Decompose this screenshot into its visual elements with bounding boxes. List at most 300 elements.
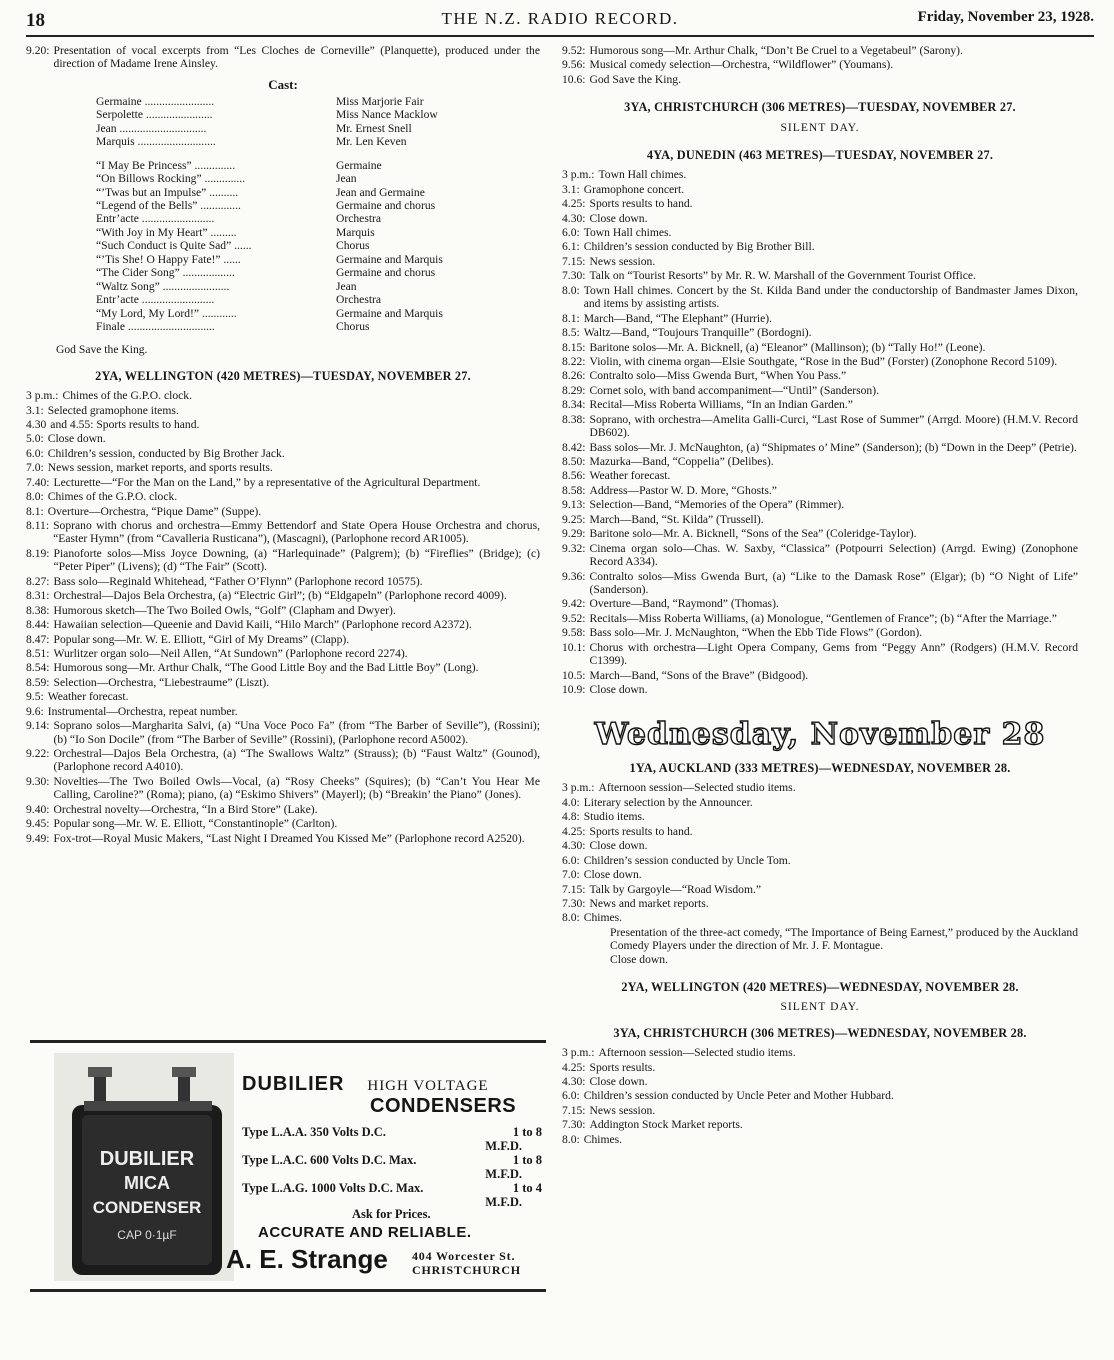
text: Children’s session conducted by Uncle Peter and Mother Hubbard. bbox=[583, 1089, 894, 1103]
silent-day-2ya: SILENT DAY. bbox=[780, 1000, 860, 1014]
time: 9.6: bbox=[26, 704, 44, 718]
time: 9.22: bbox=[26, 747, 50, 761]
program-item bbox=[562, 669, 1078, 682]
program-item bbox=[562, 1046, 1078, 1059]
time: 8.56: bbox=[562, 469, 586, 483]
text: Orchestral—Dajos Bela Orchestra, (a) “Electric Girl”; (b) “Eldgapeln” (Parlophone record 4009). bbox=[53, 589, 507, 603]
close-down-note: Close down. bbox=[610, 952, 668, 966]
text: News and market reports. bbox=[589, 896, 709, 910]
song-row-title: “Legend of the Bells” .............. bbox=[96, 199, 241, 213]
cast-row bbox=[96, 95, 516, 108]
time: 9.13: bbox=[562, 498, 586, 512]
text: Literary selection by the Announcer. bbox=[583, 795, 753, 809]
text: Orchestral—Dajos Bela Orchestra, (a) “The Swallows Waltz” (Strauss); (b) “Faust Waltz” (Gounod), (Parlophone record A4010). bbox=[53, 747, 540, 774]
text: Sports results to hand. bbox=[589, 197, 693, 211]
god-save-line: God Save the King. bbox=[56, 343, 148, 357]
day-heading: Wednesday, November 28 bbox=[594, 717, 1046, 753]
ad-type-list bbox=[242, 1125, 542, 1209]
text: Children’s session conducted by Big Brother Bill. bbox=[583, 240, 815, 254]
program-item bbox=[26, 747, 540, 774]
time: 7.30: bbox=[562, 269, 586, 283]
ad-condensers: CONDENSERS bbox=[370, 1095, 517, 1117]
program-item bbox=[562, 240, 1078, 253]
program-item bbox=[26, 803, 540, 816]
song-row-title: “My Lord, My Lord!” ............ bbox=[96, 306, 237, 320]
text: Town Hall chimes. bbox=[598, 168, 687, 182]
time: 8.0: bbox=[562, 283, 580, 297]
program-item bbox=[26, 476, 540, 489]
time: 8.59: bbox=[26, 675, 50, 689]
program-item bbox=[562, 384, 1078, 397]
time: 9.25: bbox=[562, 512, 586, 526]
presentation-note: Presentation of the three-act comedy, “The Importance of Being Earnest,” produced by the Auckland Comedy Players under the direction of Mr. J. F. Montague. bbox=[610, 925, 1078, 953]
ad-type-unit: M.F.D. bbox=[485, 1167, 522, 1181]
song-row-title: “Such Conduct is Quite Sad” ...... bbox=[96, 239, 252, 253]
text: Overture—Band, “Raymond” (Thomas). bbox=[589, 597, 779, 611]
ad-type-row bbox=[242, 1181, 542, 1195]
time: 7.15: bbox=[562, 1103, 586, 1117]
song-row-title: “’Twas but an Impulse” .......... bbox=[96, 185, 239, 199]
ad-headline bbox=[242, 1073, 489, 1096]
text: Close down. bbox=[583, 868, 642, 882]
time: 7.30: bbox=[562, 1118, 586, 1132]
station-heading-4ya: 4YA, DUNEDIN (463 METRES)—TUESDAY, NOVEMBER 27. bbox=[646, 148, 994, 162]
time: 10.6: bbox=[562, 72, 586, 86]
program-item bbox=[562, 1118, 1078, 1131]
cast-row-role: Germaine ........................ bbox=[96, 94, 215, 108]
time: 8.11: bbox=[26, 519, 50, 533]
ad-type-unit: M.F.D. bbox=[485, 1195, 522, 1209]
time: 10.9: bbox=[562, 683, 586, 696]
song-row bbox=[96, 212, 516, 225]
program-item bbox=[562, 897, 1078, 910]
text: Instrumental—Orchestra, repeat number. bbox=[47, 704, 238, 718]
header-rule bbox=[26, 35, 1094, 37]
program-item bbox=[562, 226, 1078, 239]
time: 4.0: bbox=[562, 795, 580, 809]
program-item bbox=[26, 547, 540, 574]
time: 8.50: bbox=[562, 455, 586, 468]
program-item bbox=[562, 44, 1078, 57]
program-item bbox=[562, 413, 1078, 440]
text: Talk on “Tourist Resorts” by Mr. R. W. Marshall of the Government Tourist Office. bbox=[589, 269, 976, 283]
masthead bbox=[26, 6, 1094, 38]
time: 8.19: bbox=[26, 546, 50, 560]
issue-date: Friday, November 23, 1928. bbox=[917, 9, 1094, 25]
text: Orchestral novelty—Orchestra, “In a Bird Store” (Lake). bbox=[53, 802, 318, 816]
song-row-by: Chorus bbox=[336, 239, 370, 253]
cast-row-role: Jean .............................. bbox=[96, 121, 207, 135]
text: Chorus with orchestra—Light Opera Company, Gems from “Peggy Ann” (Rodgers) (H.M.V. Record C1399). bbox=[589, 640, 1078, 668]
ad-address bbox=[412, 1249, 521, 1278]
time: 8.1: bbox=[562, 311, 580, 325]
song-row bbox=[96, 239, 516, 252]
ad-company: A. E. Strange bbox=[226, 1244, 388, 1274]
program-item bbox=[26, 604, 540, 617]
text: Humorous song—Mr. Arthur Chalk, “Don’t Be Cruel to a Vegetabeul” (Sarony). bbox=[589, 44, 963, 57]
ad-ask-prices: Ask for Prices. bbox=[352, 1207, 431, 1221]
program-item bbox=[562, 441, 1078, 454]
text: Town Hall chimes. bbox=[583, 226, 672, 239]
ad-tagline: ACCURATE AND RELIABLE. bbox=[258, 1224, 472, 1241]
time: 4.25: bbox=[562, 824, 586, 838]
station-heading-2ya: 2YA, WELLINGTON (420 METRES)—TUESDAY, NOVEMBER 27. bbox=[95, 368, 471, 383]
silent-day-3ya: SILENT DAY. bbox=[780, 120, 860, 134]
program-item bbox=[562, 796, 1078, 809]
text: Studio items. bbox=[583, 810, 645, 824]
ad-type-row bbox=[242, 1125, 542, 1139]
song-row bbox=[96, 280, 516, 293]
program-item bbox=[562, 369, 1078, 382]
program-item bbox=[562, 1104, 1078, 1117]
program-item bbox=[562, 398, 1078, 411]
program-item bbox=[26, 633, 540, 646]
station-heading-2ya-wed: 2YA, WELLINGTON (420 METRES)—WEDNESDAY, NOVEMBER 28. bbox=[621, 980, 1019, 995]
text: Musical comedy selection—Orchestra, “Wildflower” (Youmans). bbox=[589, 58, 894, 72]
time: 9.29: bbox=[562, 527, 586, 541]
program-item bbox=[562, 498, 1078, 511]
song-list bbox=[96, 159, 516, 334]
program-list-4ya bbox=[562, 168, 1078, 696]
time: 7.0: bbox=[26, 461, 44, 475]
time: 5.0: bbox=[26, 432, 44, 446]
publication-title: THE N.Z. RADIO RECORD. bbox=[441, 9, 679, 28]
ad-type-range: 1 to 8 bbox=[512, 1125, 542, 1139]
time: 3 p.m.: bbox=[562, 781, 595, 795]
song-row bbox=[96, 266, 516, 279]
text: Bass solo—Mr. J. McNaughton, “When the Ebb Tide Flows” (Gordon). bbox=[589, 626, 923, 640]
song-row-by: Germaine and Marquis bbox=[336, 252, 443, 266]
song-row bbox=[96, 307, 516, 320]
text: Town Hall chimes. Concert by the St. Kilda Band under the conductorship of Bandmaster James Dixon, and items by assisting artists. bbox=[583, 283, 1078, 311]
time: 8.38: bbox=[562, 412, 586, 426]
text: Mazurka—Band, “Coppelia” (Delibes). bbox=[589, 455, 774, 468]
cast-row-actor: Miss Nance Macklow bbox=[336, 108, 438, 122]
text: Bass solos—Mr. J. McNaughton, (a) “Shipmates o’ Mine” (Sanderson); (b) “Down in the Deep” (Petrie). bbox=[589, 440, 1077, 454]
time: 8.58: bbox=[562, 483, 586, 497]
program-item bbox=[562, 683, 1078, 696]
text: Address—Pastor W. D. More, “Ghosts.” bbox=[589, 483, 777, 497]
song-row-title: “The Cider Song” .................. bbox=[96, 266, 235, 280]
program-item bbox=[562, 854, 1078, 867]
right-column bbox=[562, 44, 1078, 1147]
ad-type-spec: Type L.A.A. 350 Volts D.C. bbox=[242, 1125, 386, 1139]
program-item bbox=[562, 255, 1078, 268]
program-item bbox=[562, 570, 1078, 597]
program-item bbox=[562, 612, 1078, 625]
text: Selection—Orchestra, “Liebestraume” (Liszt). bbox=[53, 675, 270, 689]
time: 6.0: bbox=[562, 226, 580, 239]
time: 3.1: bbox=[562, 182, 580, 196]
text: Cinema organ solo—Chas. W. Saxby, “Classica” (Potpourri Selection) (Arrgd. Ewing) (Zonophone Record A334). bbox=[589, 541, 1078, 569]
text: Close down. bbox=[589, 839, 648, 853]
song-row bbox=[96, 172, 516, 185]
text: Fox-trot—Royal Music Makers, “Last Night I Dreamed You Kissed Me” (Parlophone record A2520). bbox=[53, 831, 525, 845]
time: 8.0: bbox=[562, 1132, 580, 1146]
song-row-by: Orchestra bbox=[336, 293, 382, 307]
program-item bbox=[562, 911, 1078, 924]
program-item bbox=[26, 461, 540, 474]
text: Children’s session, conducted by Big Brother Jack. bbox=[47, 446, 285, 460]
program-item bbox=[562, 73, 1078, 86]
cast-row bbox=[96, 122, 516, 135]
song-row-title: Entr’acte ......................... bbox=[96, 212, 215, 226]
time: 8.31: bbox=[26, 589, 50, 603]
program-item bbox=[26, 661, 540, 674]
text: March—Band, “St. Kilda” (Trussell). bbox=[589, 512, 764, 526]
text: Children’s session conducted by Uncle Tom. bbox=[583, 853, 791, 867]
ad-type-spec: Type L.A.C. 600 Volts D.C. Max. bbox=[242, 1153, 417, 1167]
time: 9.30: bbox=[26, 774, 50, 788]
time: 9.56: bbox=[562, 58, 586, 72]
song-row-by: Chorus bbox=[336, 319, 370, 333]
program-item bbox=[562, 1061, 1078, 1074]
program-item bbox=[562, 825, 1078, 838]
time: 7.0: bbox=[562, 868, 580, 882]
text: and 4.55: Sports results to hand. bbox=[50, 417, 200, 431]
can-label-condenser: CONDENSER bbox=[92, 1198, 202, 1217]
song-row-by: Germaine and Marquis bbox=[336, 306, 443, 320]
text: Cornet solo, with band accompaniment—“Until” (Sanderson). bbox=[589, 383, 879, 397]
text: Humorous sketch—The Two Boiled Owls, “Golf” (Clapham and Dwyer). bbox=[53, 603, 396, 617]
time: 8.0: bbox=[562, 911, 580, 925]
song-row bbox=[96, 159, 516, 172]
can-label-capacity: CAP 0·1µF bbox=[117, 1228, 177, 1242]
station-heading-3ya: 3YA, CHRISTCHURCH (306 METRES)—TUESDAY, NOVEMBER 27. bbox=[624, 100, 1016, 115]
time: 8.1: bbox=[26, 504, 44, 518]
text: Overture—Orchestra, “Pique Dame” (Suppe). bbox=[47, 504, 262, 518]
song-row-by: Germaine and chorus bbox=[336, 266, 436, 280]
text: Soprano with chorus and orchestra—Emmy Bettendorf and State Opera House Orchestra and chorus, “Easter Hymn” (from “Cavalleria Rusticana”), (Mascagni), (Parlophone record AR1005). bbox=[53, 519, 540, 546]
program-item bbox=[26, 705, 540, 718]
text: Weather forecast. bbox=[589, 469, 671, 483]
time: 9.42: bbox=[562, 597, 586, 611]
text: Close down. bbox=[589, 1074, 648, 1088]
ad-type-range: 1 to 4 bbox=[512, 1181, 542, 1195]
time: 8.22: bbox=[562, 354, 586, 368]
program-item bbox=[26, 389, 540, 402]
ad-type-unit: M.F.D. bbox=[485, 1139, 522, 1153]
time: 8.15: bbox=[562, 340, 586, 354]
program-item bbox=[562, 781, 1078, 794]
text: Gramophone concert. bbox=[583, 182, 685, 196]
program-item bbox=[562, 58, 1078, 71]
program-item bbox=[26, 690, 540, 703]
ad-type-range: 1 to 8 bbox=[512, 1153, 542, 1167]
text: Contralto solo—Miss Gwenda Burt, “When You Pass.” bbox=[589, 369, 847, 383]
ad-address-street: 404 Worcester St. bbox=[412, 1249, 516, 1263]
song-row-by: Germaine bbox=[336, 158, 382, 172]
program-item bbox=[562, 868, 1078, 881]
text: Chimes. bbox=[583, 911, 623, 925]
time: 9.20: bbox=[26, 44, 50, 57]
time: 3 p.m.: bbox=[562, 1046, 595, 1060]
program-item bbox=[562, 469, 1078, 482]
time: 7.15: bbox=[562, 254, 586, 268]
time: 8.29: bbox=[562, 383, 586, 397]
program-item bbox=[562, 183, 1078, 196]
time: 4.30: bbox=[562, 1074, 586, 1088]
text: Popular song—Mr. W. E. Elliott, “Girl of My Dreams” (Clapp). bbox=[53, 632, 350, 646]
time: 9.32: bbox=[562, 541, 586, 555]
time: 3 p.m.: bbox=[26, 389, 59, 403]
can-label-dubilier: DUBILIER bbox=[99, 1148, 195, 1170]
program-item bbox=[562, 810, 1078, 823]
song-row-by: Jean and Germaine bbox=[336, 185, 425, 199]
cast-row bbox=[96, 108, 516, 121]
time: 3.1: bbox=[26, 403, 44, 417]
program-item bbox=[562, 641, 1078, 668]
cast-row-actor: Mr. Len Keven bbox=[336, 135, 407, 149]
text: Close down. bbox=[589, 683, 648, 696]
program-list-2ya bbox=[26, 389, 540, 845]
text: March—Band, “Sons of the Brave” (Bidgood). bbox=[589, 668, 809, 682]
song-row-by: Germaine and chorus bbox=[336, 199, 436, 213]
program-item bbox=[26, 775, 540, 802]
ad-high-voltage: HIGH VOLTAGE bbox=[367, 1078, 489, 1094]
page-number: 18 bbox=[26, 10, 45, 31]
dubilier-advertisement bbox=[30, 1040, 546, 1292]
time: 7.40: bbox=[26, 475, 50, 489]
text: Recitals—Miss Roberta Williams, (a) Monologue, “Gentlemen of France”; (b) “After the Marriage.” bbox=[589, 611, 1057, 625]
time: 8.54: bbox=[26, 661, 50, 675]
time: 3 p.m.: bbox=[562, 168, 595, 182]
song-row-by: Jean bbox=[336, 279, 357, 293]
song-row-title: “’Tis She! O Happy Fate!” ...... bbox=[96, 252, 241, 266]
time: 8.51: bbox=[26, 646, 50, 660]
ad-type-spec: Type L.A.G. 1000 Volts D.C. Max. bbox=[242, 1181, 424, 1195]
time: 4.25: bbox=[562, 197, 586, 211]
program-item bbox=[562, 455, 1078, 468]
time: 9.52: bbox=[562, 44, 586, 57]
cast-heading: Cast: bbox=[268, 76, 298, 92]
program-item bbox=[26, 404, 540, 417]
time: 9.14: bbox=[26, 719, 50, 733]
time: 8.47: bbox=[26, 632, 50, 646]
program-item bbox=[562, 1075, 1078, 1088]
text: Presentation of vocal excerpts from “Les Cloches de Corneville” (Planquette), produced under the direction of Madame Irene Ainsley. bbox=[53, 44, 540, 71]
program-item bbox=[26, 618, 540, 631]
time: 8.26: bbox=[562, 369, 586, 383]
song-row bbox=[96, 199, 516, 212]
text: News session. bbox=[589, 1103, 656, 1117]
text: Humorous song—Mr. Arthur Chalk, “The Good Little Boy and the Bad Little Boy” (Long). bbox=[53, 661, 479, 675]
program-item bbox=[562, 513, 1078, 526]
program-item bbox=[562, 341, 1078, 354]
text: Violin, with cinema organ—Elsie Southgate, “Rose in the Bud” (Forster) (Zonophone Record 5109). bbox=[589, 354, 1058, 368]
song-row bbox=[96, 253, 516, 266]
text: Recital—Miss Roberta Williams, “In an Indian Garden.” bbox=[589, 398, 853, 412]
program-item bbox=[562, 597, 1078, 610]
time: 7.15: bbox=[562, 882, 586, 896]
program-item bbox=[562, 284, 1078, 311]
time: 9.40: bbox=[26, 802, 50, 816]
text: God Save the King. bbox=[589, 72, 681, 86]
time: 8.42: bbox=[562, 440, 586, 454]
time: 10.1: bbox=[562, 640, 586, 654]
program-item bbox=[562, 542, 1078, 569]
time: 9.36: bbox=[562, 569, 586, 583]
song-row bbox=[96, 186, 516, 199]
text: Close down. bbox=[589, 211, 648, 225]
song-row-title: “Waltz Song” ....................... bbox=[96, 279, 230, 293]
time: 4.30 bbox=[26, 417, 47, 431]
time: 6.0: bbox=[26, 446, 44, 460]
program-item bbox=[26, 432, 540, 445]
text: Waltz—Band, “Toujours Tranquille” (Bordogni). bbox=[583, 326, 812, 340]
text: Hawaiian selection—Queenie and David Kaili, “Hilo March” (Parlophone record A2372). bbox=[53, 618, 472, 632]
program-item bbox=[26, 719, 540, 746]
program-item bbox=[562, 168, 1078, 181]
text: Sports results to hand. bbox=[589, 824, 693, 838]
time: 4.25: bbox=[562, 1060, 586, 1074]
condenser-illustration bbox=[54, 1053, 234, 1281]
text: Soprano, with orchestra—Amelita Galli-Curci, “Last Rose of Summer” (Arrgd. Moore) (H.M.V. Record DB602). bbox=[589, 412, 1078, 440]
text: Baritone solos—Mr. A. Bicknell, (a) “Eleanor” (Mallinson); (b) “Tally Ho!” (Leone). bbox=[589, 340, 986, 354]
text: Chimes. bbox=[583, 1132, 623, 1146]
song-row bbox=[96, 226, 516, 239]
program-item bbox=[26, 575, 540, 588]
song-row bbox=[96, 293, 516, 306]
station-heading-1ya: 1YA, AUCKLAND (333 METRES)—WEDNESDAY, NOVEMBER 28. bbox=[629, 761, 1011, 776]
text: News session, market reports, and sports results. bbox=[47, 461, 273, 475]
cast-list bbox=[96, 95, 516, 149]
program-item bbox=[562, 355, 1078, 368]
song-row-title: Entr’acte ......................... bbox=[96, 293, 215, 307]
text: Pianoforte solos—Miss Joyce Downing, (a) “Harlequinade” (Palgrem); (b) “Fireflies” (Bridge); (c) “Peter Piper” (Livens); (d) “The Fair” (Scott). bbox=[53, 546, 540, 574]
program-item bbox=[26, 519, 540, 546]
time: 8.5: bbox=[562, 326, 580, 340]
ad-type-row bbox=[242, 1153, 542, 1167]
program-item bbox=[562, 326, 1078, 339]
program-item bbox=[26, 447, 540, 460]
program-item bbox=[26, 44, 540, 71]
text: Weather forecast. bbox=[47, 690, 129, 704]
time: 9.5: bbox=[26, 690, 44, 704]
time: 9.45: bbox=[26, 817, 50, 831]
time: 4.30: bbox=[562, 839, 586, 853]
station-heading-3ya-wed: 3YA, CHRISTCHURCH (306 METRES)—WEDNESDAY, NOVEMBER 28. bbox=[613, 1025, 1027, 1040]
time: 10.5: bbox=[562, 668, 586, 682]
song-row bbox=[96, 320, 516, 333]
program-item bbox=[562, 1133, 1078, 1146]
song-row-by: Jean bbox=[336, 172, 357, 186]
text: Selected gramophone items. bbox=[47, 403, 179, 417]
text: Sports results. bbox=[589, 1060, 656, 1074]
time: 7.30: bbox=[562, 896, 586, 910]
text: Close down. bbox=[47, 432, 106, 446]
time: 6.0: bbox=[562, 853, 580, 867]
song-row-by: Orchestra bbox=[336, 212, 382, 226]
program-item bbox=[562, 883, 1078, 896]
ad-brand: DUBILIER bbox=[242, 1073, 345, 1095]
song-row-title: Finale .............................. bbox=[96, 319, 215, 333]
program-item bbox=[26, 817, 540, 830]
text: March—Band, “The Elephant” (Hurrie). bbox=[583, 311, 773, 325]
song-row-by: Marquis bbox=[336, 225, 375, 239]
program-item bbox=[26, 676, 540, 689]
text: Chimes of the G.P.O. clock. bbox=[47, 490, 178, 504]
time: 4.30: bbox=[562, 211, 586, 225]
time: 6.0: bbox=[562, 1089, 580, 1103]
time: 9.58: bbox=[562, 626, 586, 640]
text: Wurlitzer organ solo—Neil Allen, “At Sundown” (Parlophone record 2274). bbox=[53, 646, 408, 660]
program-item bbox=[562, 484, 1078, 497]
program-item bbox=[562, 527, 1078, 540]
program-item bbox=[562, 212, 1078, 225]
song-row-title: “I May Be Princess” .............. bbox=[96, 158, 236, 172]
program-item bbox=[26, 505, 540, 518]
